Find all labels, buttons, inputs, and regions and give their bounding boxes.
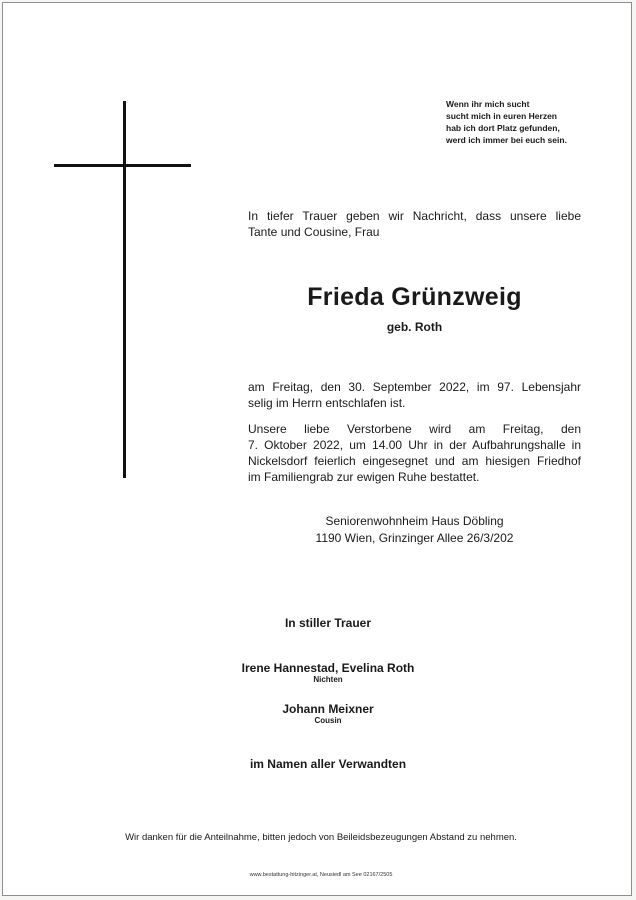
cross-icon-bar — [54, 164, 191, 167]
poem-line: Wenn ihr mich sucht — [446, 99, 530, 109]
poem-line: hab ich dort Platz gefunden, — [446, 123, 560, 133]
death-notice-line: am Freitag, den 30. September 2022, im 97. Lebensjahr — [248, 380, 581, 394]
obituary-page — [2, 2, 632, 896]
mourner-relation: Cousin — [314, 716, 342, 725]
cross-icon — [123, 101, 126, 478]
mourners-heading: In stiller Trauer — [284, 616, 372, 630]
poem-line: sucht mich in euren Herzen — [446, 111, 557, 121]
mourner-names: Irene Hannestad, Evelina Roth — [241, 661, 415, 675]
address-line: Seniorenwohnheim Haus Döbling — [325, 514, 504, 528]
deceased-name: Frieda Grünzweig — [307, 283, 522, 311]
intro-line: In tiefer Trauer geben wir Nachricht, dass unsere liebe — [248, 209, 581, 223]
birth-name: geb. Roth — [386, 320, 443, 334]
address-line: 1190 Wien, Grinzinger Allee 26/3/202 — [315, 531, 514, 545]
thanks-note: Wir danken für die Anteilnahme, bitten jedoch von Beileidsbezeugungen Abstand zu nehmen. — [125, 832, 517, 843]
intro-paragraph — [248, 208, 581, 240]
death-notice — [248, 379, 581, 411]
funeral-line: Nickelsdorf feierlich eingesegnet und am hiesigen Friedhof — [248, 454, 581, 468]
footer-imprint: www.bestattung-hitzinger.at, Neusiedl am See 02167/2505 — [249, 872, 393, 878]
mourner-relation: Nichten — [313, 675, 343, 684]
death-notice-line: selig im Herrn entschlafen ist. — [248, 396, 406, 410]
funeral-line: im Familiengrab zur ewigen Ruhe bestattet. — [248, 470, 480, 484]
funeral-paragraph — [248, 421, 581, 485]
poem-line: werd ich immer bei euch sein. — [446, 135, 567, 145]
intro-line: Tante und Cousine, Frau — [248, 225, 380, 239]
mourner-group — [183, 661, 473, 684]
funeral-line: Unsere liebe Verstorbene wird am Freitag, den — [248, 422, 581, 436]
mourner-names: Johann Meixner — [282, 702, 374, 716]
funeral-line: 7. Oktober 2022, um 14.00 Uhr in der Aufbahrungshalle in — [248, 438, 581, 452]
mourners-closing: im Namen aller Verwandten — [249, 757, 407, 771]
address-block — [248, 513, 581, 547]
mourner-group — [183, 702, 473, 725]
poem — [446, 98, 567, 146]
